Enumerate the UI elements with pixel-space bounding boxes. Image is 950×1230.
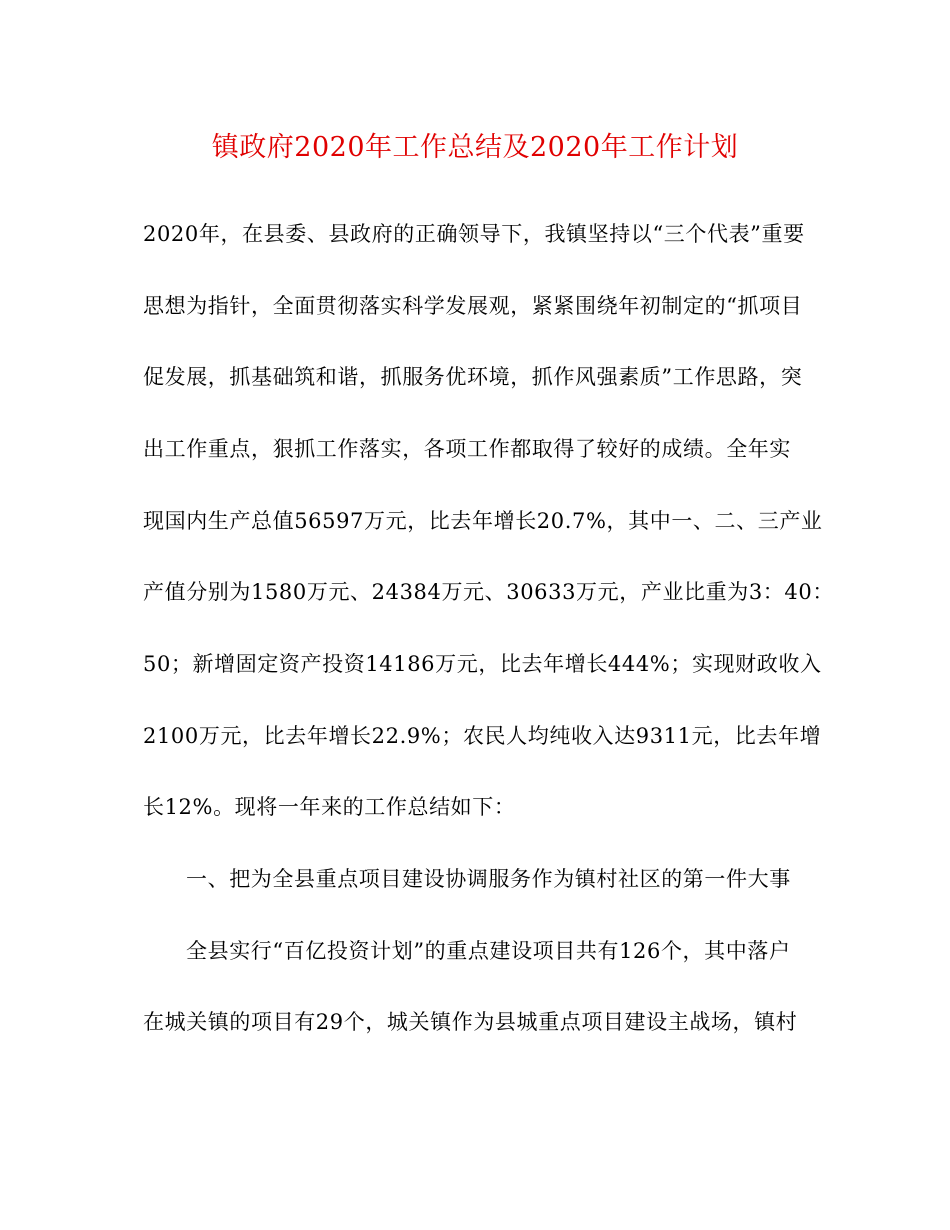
section-heading: 一、把为全县重点项目建设协调服务作为镇村社区的第一件大事 [186,867,791,891]
paragraph-line: 在城关镇的项目有29个，城关镇作为县城重点项目建设主战场，镇村 [143,1010,798,1034]
paragraph-line: 现国内生产总值56597万元，比去年增长20.7%，其中一、二、三产业 [143,509,823,533]
paragraph-line: 全县实行“百亿投资计划”的重点建设项目共有126个，其中落户 [186,939,791,963]
paragraph-line: 2100万元，比去年增长22.9%；农民人均纯收入达9311元，比去年增 [143,724,822,748]
paragraph-line: 促发展，抓基础筑和谐，抓服务优环境，抓作风强素质”工作思路，突 [143,365,803,389]
paragraph-line: 出工作重点，狠抓工作落实，各项工作都取得了较好的成绩。全年实 [143,437,791,461]
paragraph-line: 思想为指针，全面贯彻落实科学发展观，紧紧围绕年初制定的“抓项目 [143,294,803,318]
paragraph-line: 产值分别为1580万元、24384万元、30633万元，产业比重为3：40： [143,580,834,604]
paragraph-line: 2020年，在县委、县政府的正确领导下，我镇坚持以“三个代表”重要 [143,222,805,246]
document-title: 镇政府2020年工作总结及2020年工作计划 [211,132,739,163]
paragraph-line: 50；新增固定资产投资14186万元，比去年增长444%；实现财政收入 [143,652,822,676]
paragraph-line: 长12%。现将一年来的工作总结如下： [143,795,516,819]
